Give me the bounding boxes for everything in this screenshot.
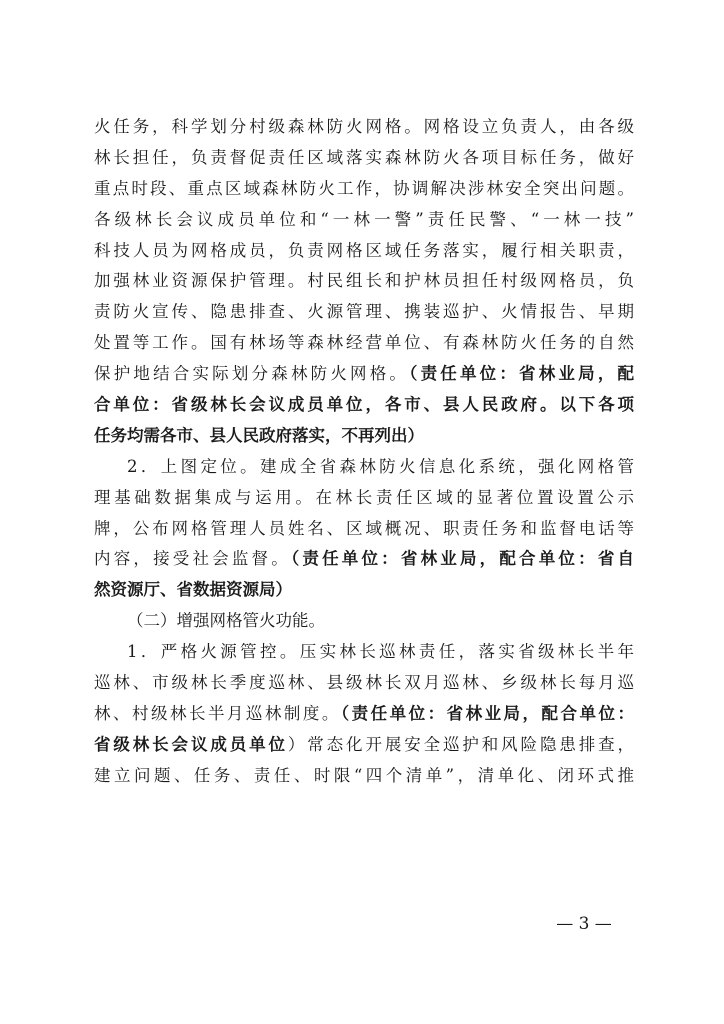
- section-heading: （二）增强网格管火功能。: [127, 611, 325, 631]
- text-segment: 建立问题、任务、责任、时限“四个清单”，清单化、闭环式推: [94, 765, 634, 785]
- text-line: [94, 483, 634, 514]
- text-line: [94, 730, 634, 761]
- text-line: [94, 514, 634, 545]
- text-segment: 1．严格火源管控。压实林长巡林责任，落实省级林长半年: [127, 642, 634, 662]
- responsibility-note: 然资源厅、省数据资源局）: [94, 580, 292, 600]
- text-segment: 保护地结合实际划分森林防火网格。: [94, 364, 410, 384]
- text-line: [94, 544, 634, 575]
- text-line: [94, 390, 634, 421]
- text-segment: 各级林长会议成员单位和“一林一警”责任民警、“一林一技”: [94, 209, 634, 229]
- text-segment: 加强林业资源保护管理。村民组长和护林员担任村级网格员，负: [94, 271, 634, 291]
- text-segment: 巡林、市级林长季度巡林、县级林长双月巡林、乡级林长每月巡: [94, 673, 634, 693]
- responsibility-note: 任务均需各市、县人民政府落实，不再列出）: [94, 425, 424, 445]
- text-line: [94, 699, 634, 730]
- text-line: [94, 266, 634, 297]
- text-line: [94, 452, 634, 483]
- text-segment: 重点时段、重点区域森林防火工作，协调解决涉林安全突出问题。: [94, 178, 634, 198]
- text-line: [94, 668, 634, 699]
- text-segment: ）常态化开展安全巡护和风险隐患排查，: [287, 734, 635, 754]
- responsibility-note: 省级林长会议成员单位: [94, 734, 288, 754]
- text-segment: 2．上图定位。建成全省森林防火信息化系统，强化网格管: [127, 456, 634, 476]
- responsibility-note: （责任单位：省林业局，配合单位：: [340, 703, 635, 723]
- text-line: [94, 297, 634, 328]
- text-line: [94, 421, 634, 452]
- text-line: [94, 236, 634, 267]
- text-line: [94, 143, 634, 174]
- text-line: [94, 761, 634, 792]
- text-line: [94, 112, 634, 143]
- text-segment: 科技人员为网格成员，负责网格区域任务落实，履行相关职责，: [94, 240, 634, 260]
- text-segment: 林长担任，负责督促责任区域落实森林防火各项目标任务，做好: [94, 147, 634, 167]
- text-segment: 牌，公布网格管理人员姓名、区域概况、职责任务和监督电话等: [94, 518, 634, 538]
- responsibility-note: （责任单位：省林业局，配: [409, 364, 635, 384]
- page-number: — 3 —: [556, 914, 612, 934]
- text-line: [94, 575, 634, 606]
- text-line: [94, 606, 634, 637]
- text-segment: 责防火宣传、隐患排查、火源管理、携装巡护、火情报告、早期: [94, 302, 634, 322]
- text-line: [94, 359, 634, 390]
- text-segment: 处置等工作。国有林场等森林经营单位、有森林防火任务的自然: [94, 333, 634, 353]
- responsibility-note: 合单位：省级林长会议成员单位，各市、县人民政府。以下各项: [94, 395, 634, 415]
- text-line: [94, 637, 634, 668]
- text-segment: 理基础数据集成与运用。在林长责任区域的显著位置设置公示: [94, 487, 634, 507]
- text-segment: 火任务，科学划分村级森林防火网格。网格设立负责人，由各级: [94, 117, 634, 136]
- responsibility-note: （责任单位：省林业局，配合单位：省自: [290, 549, 635, 569]
- text-segment: 林、村级林长半月巡林制度。: [94, 703, 341, 723]
- text-line: [94, 174, 634, 205]
- text-line: [94, 328, 634, 359]
- text-segment: 内容，接受社会监督。: [94, 549, 291, 569]
- text-line: [94, 205, 634, 236]
- body-text: [94, 112, 634, 792]
